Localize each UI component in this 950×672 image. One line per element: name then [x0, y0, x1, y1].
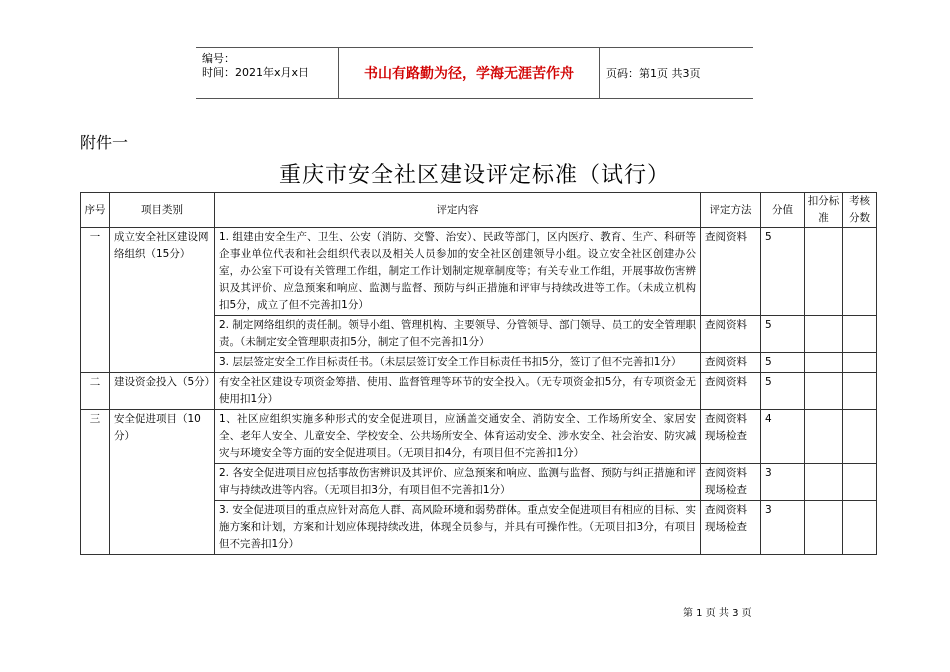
table-row — [81, 373, 877, 410]
row-score: 5 — [761, 316, 805, 353]
row-content: 1、社区应组织实施多种形式的安全促进项目，应涵盖交通安全、消防安全、工作场所安全、家居安全、老年人安全、儿童安全、学校安全、公共场所安全、体育运动安全、涉水安全、社会治安、防灾减灾与环境安全等方面的安全促进项目。（无项目扣4分，有项目但不完善扣1分） — [215, 410, 701, 464]
row-method: 查阅资料 — [701, 316, 761, 353]
evaluation-table — [80, 192, 877, 555]
header-seq: 序号 — [81, 193, 110, 228]
row-assess-cell[interactable] — [843, 228, 877, 316]
row-method: 查阅资料现场检查 — [701, 464, 761, 501]
row-content: 3. 层层签定安全工作目标责任书。（未层层签订安全工作目标责任书扣5分，签订了但不完善扣1分） — [215, 353, 701, 373]
row-score: 4 — [761, 410, 805, 464]
page-footer: 第 1 页 共 3 页 — [683, 608, 752, 619]
header-category: 项目类别 — [110, 193, 215, 228]
row-deduct-cell[interactable] — [805, 353, 843, 373]
document-header — [196, 47, 753, 99]
row-method: 查阅资料 — [701, 228, 761, 316]
row-content: 有安全社区建设专项资金筹措、使用、监督管理等环节的安全投入。（无专项资金扣5分，有专项资金无使用扣1分） — [215, 373, 701, 410]
header-content: 评定内容 — [215, 193, 701, 228]
header-method: 评定方法 — [701, 193, 761, 228]
table-header-row — [81, 193, 877, 228]
row-category: 成立安全社区建设网络组织（15分） — [110, 228, 215, 373]
row-assess-cell[interactable] — [843, 501, 877, 555]
row-method: 查阅资料现场检查 — [701, 501, 761, 555]
row-content: 1. 组建由安全生产、卫生、公安（消防、交警、治安）、民政等部门，区内医疗、教育、生产、科研等企事业单位代表和社会组织代表以及相关人员参加的安全社区创建领导小组。设立安全社区创建办公室，办公室下可设有关管理工作组，制定工作计划制定规章制度等；有关专业工作组，开展事故伤害辨识及其评价、应急预案和响应、监测与监督、预防与纠正措施和评审与持续改进等工作。（未成立机构扣5分，成立了但不完善扣1分） — [215, 228, 701, 316]
header-page-label: 页码：第1页 共3页 — [606, 67, 701, 80]
number-label: 编号： — [202, 52, 235, 65]
row-content: 2. 各安全促进项目应包括事故伤害辨识及其评价、应急预案和响应、监测与监督、预防与纠正措施和评审与持续改进等内容。（无项目扣3分，有项目但不完善扣1分） — [215, 464, 701, 501]
row-assess-cell[interactable] — [843, 353, 877, 373]
row-score: 5 — [761, 353, 805, 373]
header-meta — [196, 48, 339, 98]
row-score: 3 — [761, 464, 805, 501]
row-deduct-cell[interactable] — [805, 316, 843, 353]
header-score: 分值 — [761, 193, 805, 228]
row-content: 3. 安全促进项目的重点应针对高危人群、高风险环境和弱势群体。重点安全促进项目有相应的目标、实施方案和计划，方案和计划应体现持续改进，体现全员参与，并具有可操作性。（无项目扣3分，有项目但不完善扣1分） — [215, 501, 701, 555]
row-method: 查阅资料现场检查 — [701, 410, 761, 464]
row-deduct-cell[interactable] — [805, 373, 843, 410]
row-category: 安全促进项目（10分） — [110, 410, 215, 555]
row-seq: 二 — [81, 373, 110, 410]
document-title: 重庆市安全社区建设评定标准（试行） — [278, 163, 670, 188]
row-seq: 一 — [81, 228, 110, 373]
annex-label: 附件一 — [80, 133, 129, 152]
row-seq: 三 — [81, 410, 110, 555]
header-deduct: 扣分标准 — [805, 193, 843, 228]
table-row — [81, 410, 877, 464]
row-score: 5 — [761, 373, 805, 410]
table-row — [81, 228, 877, 316]
row-method: 查阅资料 — [701, 373, 761, 410]
row-score: 3 — [761, 501, 805, 555]
time-label: 时间：2021年x月x日 — [202, 66, 310, 79]
row-deduct-cell[interactable] — [805, 228, 843, 316]
row-method: 查阅资料 — [701, 353, 761, 373]
row-assess-cell[interactable] — [843, 464, 877, 501]
row-assess-cell[interactable] — [843, 410, 877, 464]
row-deduct-cell[interactable] — [805, 501, 843, 555]
row-content: 2. 制定网络组织的责任制。领导小组、管理机构、主要领导、分管领导、部门领导、员工的安全管理职责。（未制定安全管理职责扣5分，制定了但不完善扣1分） — [215, 316, 701, 353]
row-deduct-cell[interactable] — [805, 464, 843, 501]
row-deduct-cell[interactable] — [805, 410, 843, 464]
row-score: 5 — [761, 228, 805, 316]
row-category: 建设资金投入（5分） — [110, 373, 215, 410]
header-slogan: 书山有路勤为径，学海无涯苦作舟 — [339, 48, 600, 98]
row-assess-cell[interactable] — [843, 373, 877, 410]
header-assess: 考核分数 — [843, 193, 877, 228]
row-assess-cell[interactable] — [843, 316, 877, 353]
